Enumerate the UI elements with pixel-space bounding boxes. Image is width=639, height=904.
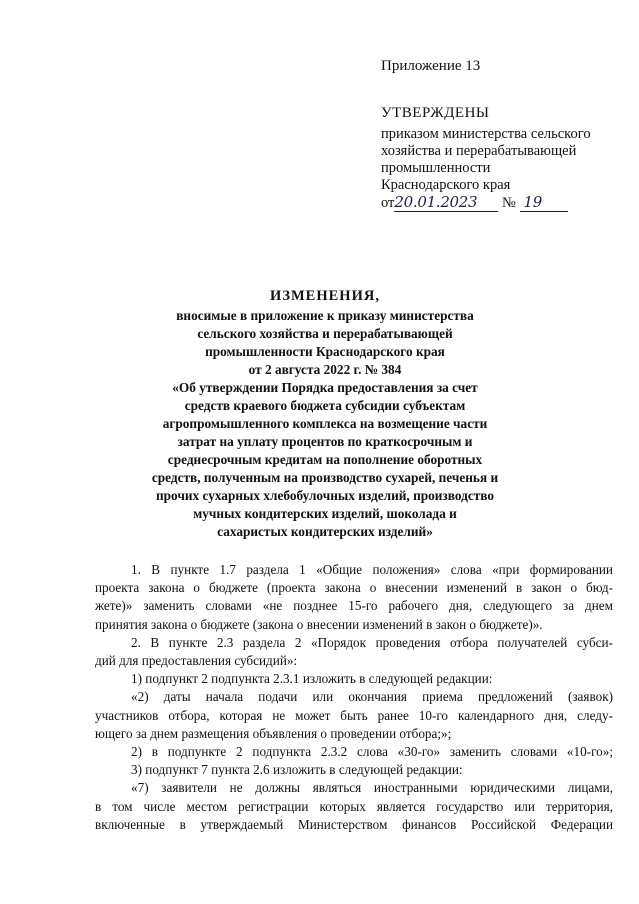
title-line-3: промышленности Краснодарского края (205, 344, 445, 359)
approval-line-1: приказом министерства сельского (381, 126, 591, 142)
document-title-block (130, 287, 520, 541)
title-line-13: сахаристых кондитерских изделий» (217, 524, 433, 539)
approval-line-2: хозяйства и перерабатывающей (381, 143, 577, 159)
title-line-9: среднесрочным кредитам на пополнение оборотных (167, 452, 483, 467)
title-line-5: «Об утверждении Порядка предоставления за счет (172, 380, 478, 395)
body-line-12: 3) подпункт 7 пункта 2.6 изложить в следующей редакции: (131, 762, 463, 778)
body-line-13: «7) заявители не должны являться иностранными юридическими лицами, (131, 780, 613, 796)
title-line-7: агропромышленного комплекса на возмещение части (162, 416, 488, 431)
title-line-1: вносимые в приложение к приказу министерства (176, 308, 474, 323)
appendix-label: Приложение 13 (381, 58, 481, 74)
title-line-10: средств, полученным на производство сухарей, печенья и (151, 470, 499, 485)
date-prefix: от (381, 195, 395, 211)
approval-line-4: Краснодарского края (381, 177, 511, 193)
title-line-6: средств краевого бюджета субсидии субъектам (184, 398, 466, 413)
order-date-number (381, 195, 621, 215)
number-sign: № (502, 195, 516, 211)
title-line-8: затрат на уплату процентов по краткосрочным и (177, 434, 473, 449)
body-line-9: участников отбора, которая не может быть ранее 10-го календарного дня, следу- (95, 707, 613, 723)
order-number-handwritten: 19 (523, 193, 542, 211)
body-line-2: проекта закона о бюджете (проекта закона о внесении изменений в закон о бюд- (95, 580, 613, 596)
body-line-5: 2. В пункте 2.3 раздела 2 «Порядок проведения отбора получателей субси- (131, 634, 613, 650)
body-line-7: 1) подпункт 2 подпункта 2.3.1 изложить в следующей редакции: (131, 671, 493, 687)
body-line-14: в том числе местом регистрации которых является государство или территория, (95, 798, 613, 814)
document-body (95, 561, 613, 834)
order-date-field (394, 195, 498, 212)
approval-block (381, 58, 621, 215)
title-line-11: прочих сухарных хлебобулочных изделий, производство (155, 488, 495, 503)
body-line-10: ющего за днем размещения объявления о проведении отбора;»; (95, 725, 452, 741)
title-line-4: от 2 августа 2022 г. № 384 (248, 362, 402, 377)
body-line-6: дий для предоставления субсидий»: (95, 653, 298, 669)
body-line-4: принятия закона о бюджете (закона о внесении изменений в закон о бюджете)». (95, 616, 543, 632)
approved-label: УТВЕРЖДЕНЫ (381, 105, 490, 121)
document-heading: ИЗМЕНЕНИЯ, (270, 288, 380, 304)
body-line-3: жете)» заменить словами «не позднее 15-го рабочего дня, следующего за днем (95, 598, 613, 614)
body-line-15: включенные в утверждаемый Министерством финансов Российской Федерации (95, 816, 613, 832)
body-line-11: 2) в подпункте 2 подпункта 2.3.2 слова «30-го» заменить словами «10-го»; (131, 744, 613, 760)
body-line-1: 1. В пункте 1.7 раздела 1 «Общие положения» слова «при формировании (131, 562, 613, 577)
title-line-2: сельского хозяйства и перерабатывающей (197, 326, 453, 341)
order-date-handwritten: 20.01.2023 (394, 193, 478, 211)
title-line-12: мучных кондитерских изделий, шоколада и (193, 506, 457, 521)
order-number-field (520, 195, 568, 212)
approval-line-3: промышленности (381, 160, 491, 176)
body-line-8: «2) даты начала подачи или окончания приема предложений (заявок) (131, 689, 613, 705)
